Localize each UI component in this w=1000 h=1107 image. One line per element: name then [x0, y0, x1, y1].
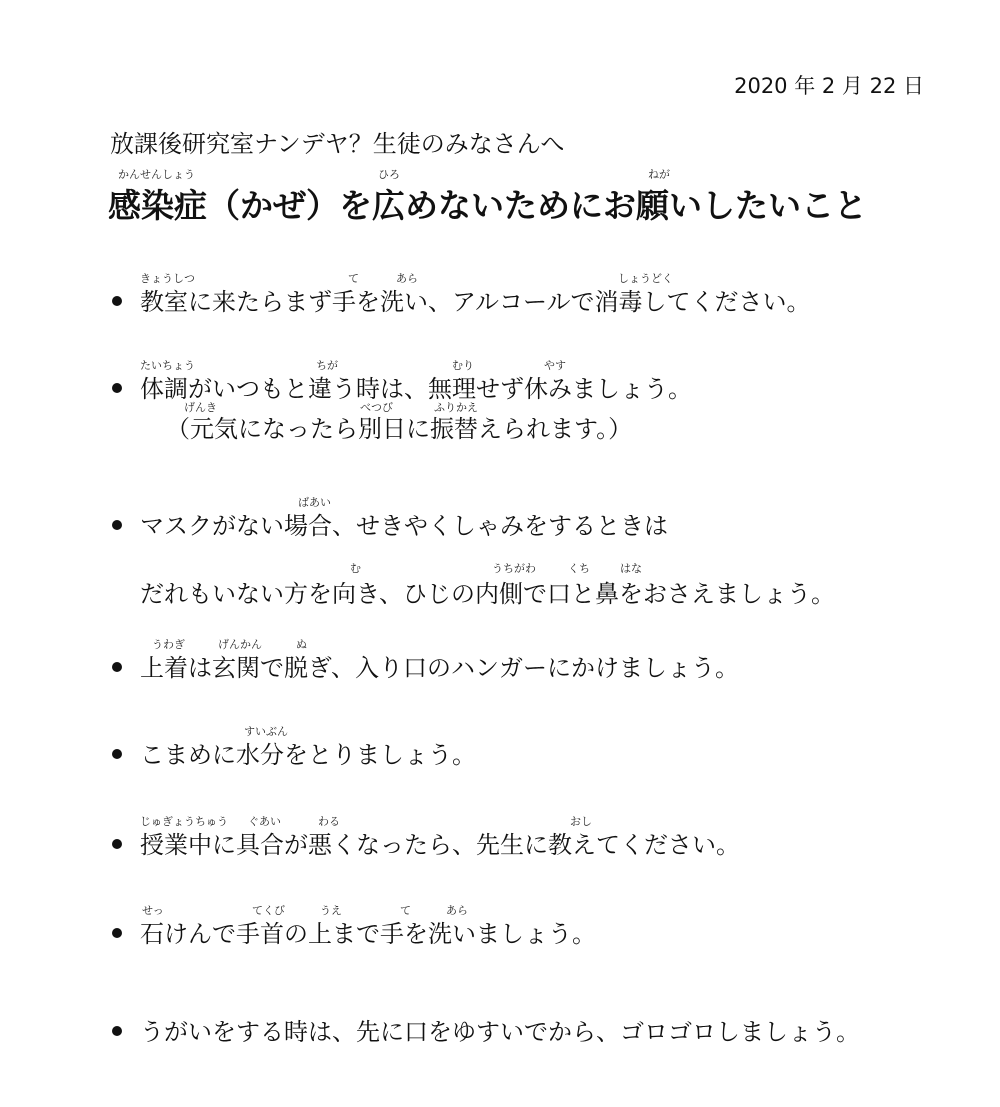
ruby: たいちょう: [140, 359, 195, 372]
ruby: げんき: [184, 401, 217, 414]
ruby-nega: ねが: [648, 168, 670, 181]
ruby-hiro: ひろ: [378, 168, 400, 181]
ruby: はな: [620, 562, 642, 575]
item-text: うがいをする時は、先に口をゆすいでから、ゴロゴロしましょう。: [140, 1018, 860, 1046]
ruby: げんかん: [218, 638, 262, 651]
bullet-icon: [112, 839, 122, 849]
item-text: 上着は玄関で脱ぎ、入り口のハンガーにかけましょう。: [140, 654, 740, 682]
ruby: うえ: [320, 904, 342, 917]
addressee-line: 放課後研究室ナンデヤ？生徒のみなさんへ: [110, 130, 565, 158]
ruby: じゅぎょうちゅう: [140, 815, 228, 828]
bullet-icon: [112, 520, 122, 530]
bullet-icon: [112, 749, 122, 759]
ruby: あら: [446, 904, 468, 917]
ruby: おし: [570, 815, 592, 828]
ruby: て: [400, 904, 411, 917]
ruby-kansenshou: かんせんしょう: [118, 168, 195, 181]
ruby: てくび: [252, 904, 285, 917]
bullet-icon: [112, 1026, 122, 1036]
ruby: べつび: [360, 401, 393, 414]
item-text: マスクがない場合、せきやくしゃみをするときは: [140, 512, 668, 540]
ruby: きょうしつ: [140, 272, 195, 285]
ruby: せっ: [142, 904, 164, 917]
ruby: て: [348, 272, 359, 285]
ruby: すいぶん: [244, 725, 288, 738]
ruby: むり: [452, 359, 474, 372]
item-note: （元気になったら別日に振替えられます。）: [166, 415, 633, 443]
ruby: ばあい: [298, 496, 331, 509]
ruby: うちがわ: [492, 562, 536, 575]
item-text: こまめに水分をとりましょう。: [140, 741, 476, 769]
item-text: 石けんで手首の上まで手を洗いましょう。: [140, 920, 596, 948]
ruby: ふりかえ: [434, 401, 478, 414]
ruby: ちが: [316, 359, 338, 372]
item-text: 教室に来たらまず手を洗い、アルコールで消毒してください。: [140, 288, 811, 316]
ruby: む: [350, 562, 361, 575]
ruby: わる: [318, 815, 340, 828]
bullet-icon: [112, 662, 122, 672]
ruby: やす: [544, 359, 566, 372]
item-text: 授業中に具合が悪くなったら、先生に教えてください。: [140, 831, 740, 859]
ruby: あら: [396, 272, 418, 285]
ruby: ぐあい: [248, 815, 281, 828]
bullet-icon: [112, 383, 122, 393]
bullet-icon: [112, 928, 122, 938]
ruby: くち: [568, 562, 590, 575]
document-date: 2020 年 2 月 22 日: [734, 74, 924, 98]
ruby: ぬ: [296, 638, 307, 651]
page-title: 感染症（かぜ）を広めないためにお願いしたいこと: [108, 186, 867, 225]
ruby: しょうどく: [618, 272, 673, 285]
item-continuation: だれもいない方を向き、ひじの内側で口と鼻をおさえましょう。: [140, 580, 836, 608]
item-text: 体調がいつもと違う時は、無理せず休みましょう。: [140, 375, 692, 403]
bullet-icon: [112, 296, 122, 306]
ruby: うわぎ: [152, 638, 185, 651]
